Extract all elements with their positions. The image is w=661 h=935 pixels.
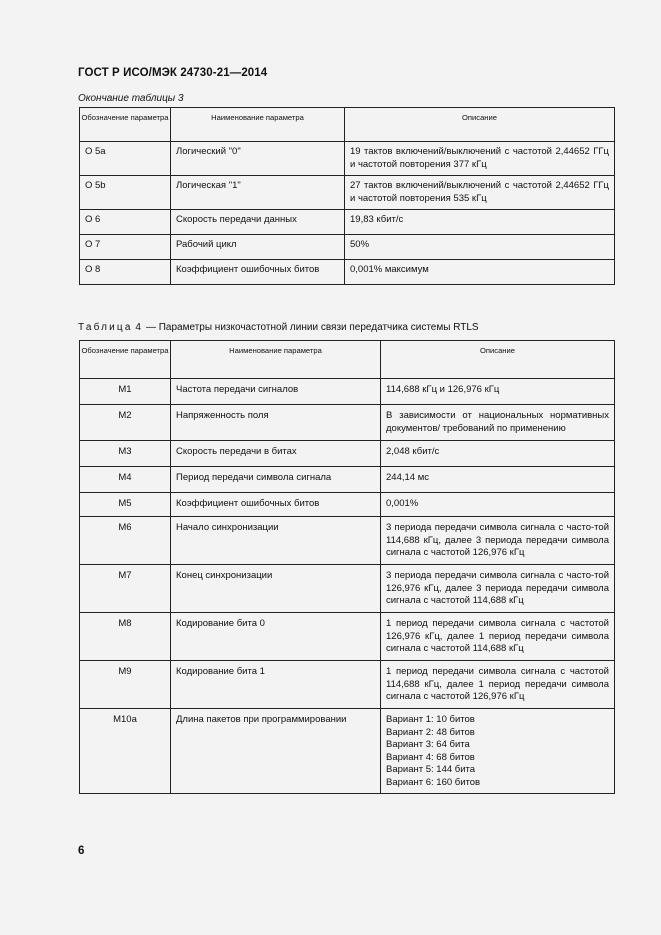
caption-label: Таблица	[78, 322, 133, 333]
param-name: Длина пакетов при программировании	[171, 709, 381, 794]
param-name: Рабочий цикл	[171, 235, 345, 260]
param-name: Кодирование бита 0	[171, 613, 381, 661]
table-row	[80, 142, 615, 176]
param-code: О 6	[80, 210, 171, 235]
param-code: M10а	[80, 709, 171, 794]
param-name: Начало синхронизации	[171, 517, 381, 565]
param-description: 19 тактов включений/выключений с частотой 2,44652 ГГц и частотой повторения 377 кГц	[345, 142, 615, 176]
table-row	[80, 210, 615, 235]
table-row	[80, 493, 615, 517]
list-item: Вариант 2: 48 битов	[386, 726, 475, 738]
column-header-code: Обозначение параметра	[80, 108, 171, 142]
caption-text: — Параметры низкочастотной линии связи передатчика системы RTLS	[145, 322, 479, 333]
table-4	[79, 340, 615, 794]
param-name: Логический "0"	[171, 142, 345, 176]
param-code: M2	[80, 405, 171, 441]
param-code: M4	[80, 467, 171, 493]
table-row	[80, 661, 615, 709]
column-header-code: Обозначение параметра	[80, 341, 171, 379]
param-name: Скорость передачи данных	[171, 210, 345, 235]
table-row	[80, 565, 615, 613]
table-row	[80, 176, 615, 210]
param-code: M5	[80, 493, 171, 517]
page-title: ГОСТ Р ИСО/МЭК 24730-21—2014	[78, 67, 268, 79]
table-3	[79, 107, 615, 285]
table-row	[80, 441, 615, 467]
table-row	[80, 517, 615, 565]
param-description: 1 период передачи символа сигнала с частотой 126,976 кГц, далее 1 период передачи символа сигнала с частотой 114,688 кГц	[381, 613, 615, 661]
table-row	[80, 405, 615, 441]
param-description: 19,83 кбит/с	[345, 210, 615, 235]
column-header-description: Описание	[345, 108, 615, 142]
param-name: Период передачи символа сигнала	[171, 467, 381, 493]
param-name: Частота передачи сигналов	[171, 379, 381, 405]
param-code: О 5b	[80, 176, 171, 210]
table-row	[80, 379, 615, 405]
table-row	[80, 260, 615, 285]
table-row	[80, 467, 615, 493]
param-name: Коэффициент ошибочных битов	[171, 260, 345, 285]
list-item: Вариант 3: 64 бита	[386, 739, 470, 750]
column-header-name: Наименование параметра	[171, 341, 381, 379]
param-description: 3 периода передачи символа сигнала с часто-той 126,976 кГц, далее 3 периода передачи символа сигнала с частотой 114,688 кГц	[381, 565, 615, 613]
param-description: 2,048 кбит/с	[381, 441, 615, 467]
column-header-description: Описание	[381, 341, 615, 379]
param-name: Логическая "1"	[171, 176, 345, 210]
param-description: 1 период передачи символа сигнала с частотой 114,688 кГц, далее 1 период передачи символа сигнала с частотой 126,976 кГц	[381, 661, 615, 709]
param-name: Кодирование бита 1	[171, 661, 381, 709]
param-description: 0,001% максимум	[345, 260, 615, 285]
param-description: 114,688 кГц и 126,976 кГц	[381, 379, 615, 405]
param-description: 50%	[345, 235, 615, 260]
page-number: 6	[78, 845, 85, 857]
param-code: О 8	[80, 260, 171, 285]
caption-number: 4	[135, 322, 144, 333]
table-row	[80, 613, 615, 661]
param-name: Скорость передачи в битах	[171, 441, 381, 467]
param-code: M6	[80, 517, 171, 565]
param-name: Напряженность поля	[171, 405, 381, 441]
param-code: О 5а	[80, 142, 171, 176]
param-name: Конец синхронизации	[171, 565, 381, 613]
param-code: M3	[80, 441, 171, 467]
list-item: Вариант 4: 68 битов	[386, 751, 475, 763]
table-row	[80, 235, 615, 260]
param-name: Коэффициент ошибочных битов	[171, 493, 381, 517]
list-item: Вариант 1: 10 битов	[386, 714, 475, 725]
param-code: О 7	[80, 235, 171, 260]
list-item: Вариант 5: 144 бита	[386, 764, 476, 775]
table-row	[80, 709, 615, 794]
list-item: Вариант 6: 160 битов	[386, 776, 481, 788]
param-code: M7	[80, 565, 171, 613]
param-code: M1	[80, 379, 171, 405]
param-description: В зависимости от национальных нормативных документов/ требований по применению	[381, 405, 615, 441]
param-description: 0,001%	[381, 493, 615, 517]
table3-caption: Окончание таблицы 3	[78, 93, 184, 104]
column-header-name: Наименование параметра	[171, 108, 345, 142]
table4-caption	[78, 322, 479, 333]
param-description: 27 тактов включений/выключений с частотой 2,44652 ГГц и частотой повторения 535 кГц	[345, 176, 615, 210]
param-description	[381, 709, 615, 794]
param-code: M8	[80, 613, 171, 661]
param-description: 3 периода передачи символа сигнала с часто-той 114,688 кГц, далее 3 периода передачи символа сигнала с частотой 126,976 кГц	[381, 517, 615, 565]
param-code: M9	[80, 661, 171, 709]
param-description: 244,14 мс	[381, 467, 615, 493]
